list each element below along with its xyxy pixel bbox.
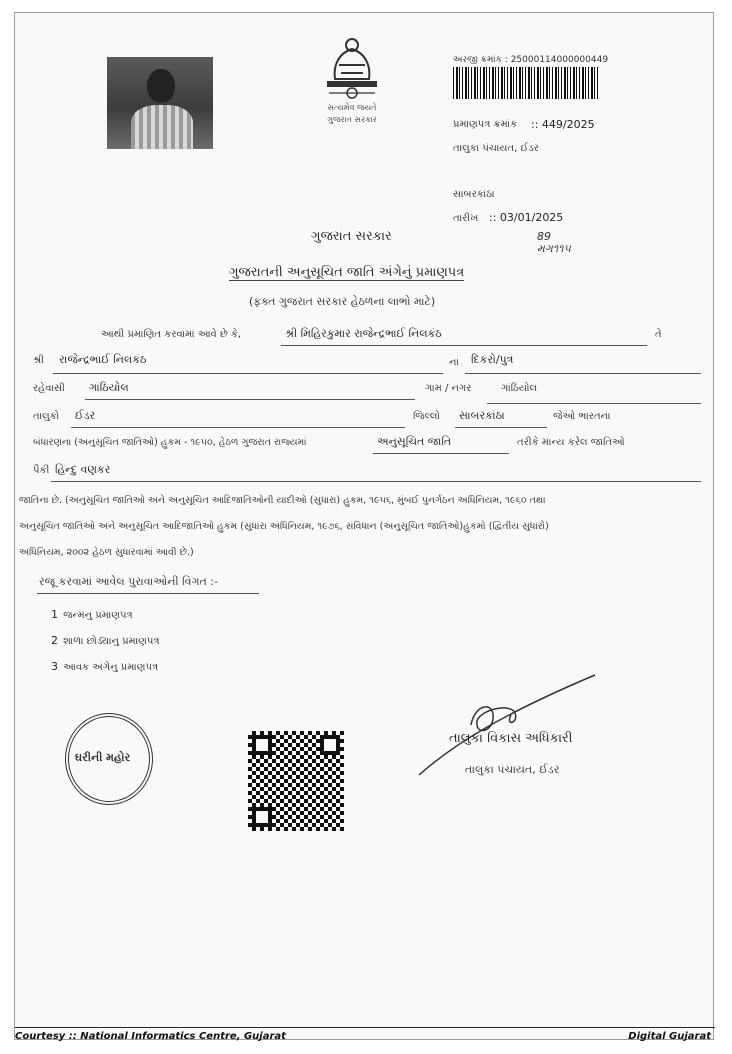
person-name: શ્રી મિહિરકુમાર રાજેન્દ્રભાઈ નિલકંઠ <box>285 327 442 340</box>
officer-office: તાલુકા પંચાયત, ઈડર <box>465 763 560 776</box>
qr-code <box>248 731 344 831</box>
certify-text: આથી પ્રમાણિત કરવામાં આવે છે કે, <box>101 329 242 340</box>
residence-label: રહેવાસી <box>33 383 65 394</box>
caste: હિન્દુ વણકર <box>55 463 111 476</box>
emblem-caption-1: સત્યમેવ જયતે <box>327 103 377 112</box>
shri-label: શ્રી <box>33 355 45 366</box>
documents-list <box>51 603 160 681</box>
issuing-office: તાલુકા પંચાયત, ઈડર <box>453 143 539 154</box>
emblem-caption-2: ગુજરાત સરકાર <box>327 115 377 124</box>
barcode <box>453 67 599 99</box>
seal-text: ઘરીની મહોર <box>75 751 131 764</box>
district-label: જિલ્લો <box>413 411 440 422</box>
na-label: ના <box>449 357 459 368</box>
jeo-text: જેઓ ભારતના <box>553 411 611 422</box>
footer-courtesy: Courtesy :: National Informatics Centre, Gujarat <box>15 1031 286 1042</box>
village: ગાંઠિયોલ <box>501 383 538 394</box>
state-emblem-icon <box>319 35 385 103</box>
village-label: ગામ / નગર <box>425 383 472 394</box>
district-header: સાબરકાંઠા <box>453 189 495 200</box>
certificate-number-label: પ્રમાણપત્ર ક્રમાંક <box>453 119 518 130</box>
constitution-text: બંધારણના (અનુસૂચિત જાતિઓ) હુકમ - ૧૯૫૦, હેઠળ ગુજરાત રાજ્યમાં <box>33 437 307 448</box>
documents-heading: રજૂ કરવામાં આવેલ પુરાવાઓની વિગત :- <box>39 575 218 588</box>
handwritten-note: 89 મગ૧૧૫ <box>537 230 571 255</box>
taluka: ઈડર <box>75 409 96 422</box>
application-number: અરજી ક્રમાંક : 25000114000000449 <box>453 55 609 65</box>
applicant-photo <box>107 57 213 149</box>
government-title: ગુજરાત સરકાર <box>311 229 392 244</box>
certificate-title: ગુજરાતની અનુસૂચિત જાતિ અંગેનું પ્રમાણપત્ર <box>229 265 465 280</box>
list-item: 3 આવક અંગેનુ પ્રમાણપત્ર <box>51 660 159 673</box>
te-label: તે <box>655 329 662 340</box>
recognized-text: તરીકે માન્ય કરેલ જાતિઓ <box>517 437 625 448</box>
certificate-subtitle: (ફક્ત ગુજરાત સરકાર હેઠળના લાભો માટે) <box>249 295 436 308</box>
official-seal <box>65 713 153 805</box>
paiki-label: પૈકી <box>33 465 50 476</box>
taluka-label: તાલુકો <box>33 411 60 422</box>
legal-paragraph-line-1: જાતિના છે. (અનુસૂચિત જાતિઓ અને અનુસૂચિત આદિજાતિઓની યાદીઓ (સુધારા) હુકમ, ૧૯૫૬, મુંબઈ પુનર્ગઠન અધિનિયમ, ૧૯૬૦ તથા <box>19 495 546 506</box>
list-item: 2 શાળા છોડ્યાનુ પ્રમાણપત્ર <box>51 634 160 647</box>
father-name: રાજેન્દ્રભાઈ નિલકંઠ <box>59 353 147 366</box>
legal-paragraph-line-2: અનુસૂચિત જાતિઓ અને અનુસૂચિત આદિજાતિઓ હુકમ (સુધારા અધિનિયમ, ૧૯૭૬, સંવિધાન (અનુસૂચિત જાતિઓ)હુકમો (દ્વિતીય સુધારો) <box>19 521 549 532</box>
district-value: સાબરકાંઠા <box>459 409 505 422</box>
date-label: તારીખ <box>453 213 479 224</box>
officer-title: તાલુકા વિકાસ અધિકારી <box>449 731 573 746</box>
list-item: 1 જન્મનુ પ્રમાણપત્ર <box>51 608 133 621</box>
category: અનુસૂચિત જાતિ <box>377 435 452 448</box>
relation: દિકરો/પુત્ર <box>471 353 514 366</box>
legal-paragraph-line-3: અધિનિયમ, ૨૦૦૨ હેઠળ સુધારવામાં આવી છે.) <box>19 547 194 558</box>
certificate-number: :: 449/2025 <box>531 118 595 131</box>
issue-date: :: 03/01/2025 <box>489 211 564 224</box>
certificate-page <box>14 12 714 1040</box>
footer-brand: Digital Gujarat <box>628 1031 711 1042</box>
residence: ગાંઠિયોલ <box>89 381 129 394</box>
